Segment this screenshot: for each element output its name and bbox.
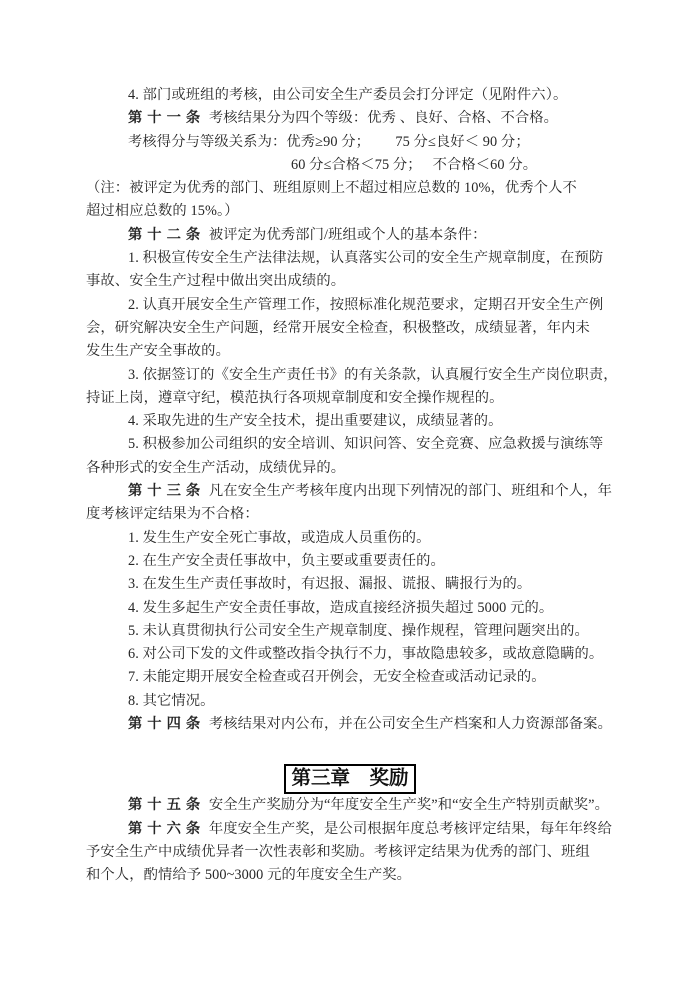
text-line: 3. 依据签订的《安全生产责任书》的有关条款，认真履行安全生产岗位职责， [128, 366, 618, 383]
text-line: 2. 认真开展安全生产管理工作，按照标准化规范要求，定期召开安全生产例 [128, 296, 604, 313]
text-line: 6. 对公司下发的文件或整改指令执行不力，事故隐患较多，或故意隐瞒的。 [128, 646, 604, 663]
text-line: 持证上岗，遵章守纪，模范执行各项规章制度和安全操作规程的。 [86, 389, 504, 406]
chapter-heading: 第三章 奖励 [284, 764, 415, 794]
text-line: 会，研究解决安全生产问题，经常开展安全检查，积极整改，成绩显著，年内未 [86, 319, 590, 336]
clause-line: 第十六条 年度安全生产奖，是公司根据年度总考核评定结果，每年年终给 [128, 820, 612, 837]
section-assessment [86, 84, 618, 736]
clause-line: 第十二条 被评定为优秀部门/班组或个人的基本条件： [128, 226, 487, 243]
text-line: 3. 在发生生产责任事故时，有迟报、漏报、谎报、瞒报行为的。 [128, 576, 532, 593]
clause-number: 第十六条 [128, 820, 206, 837]
clause-line: 第十五条 安全生产奖励分为“年度安全生产奖”和“安全生产特别贡献奖”。 [128, 797, 609, 814]
text-line: 事故、安全生产过程中做出突出成绩的。 [86, 273, 346, 290]
text-line: 2. 在生产安全责任事故中，负主要或重要责任的。 [128, 552, 445, 569]
text-line: 8. 其它情况。 [128, 692, 215, 709]
text-line: 1. 积极宣传安全生产法律法规，认真落实公司的安全生产规章制度，在预防 [128, 250, 604, 267]
text-line: 4. 发生多起生产安全责任事故，造成直接经济损失超过 5000 元的。 [128, 599, 554, 616]
text-line: 5. 积极参加公司组织的安全培训、知识问答、安全竞赛、应急救援与演练等 [128, 436, 604, 453]
text-line: 5. 未认真贯彻执行公司安全生产规章制度、操作规程，管理问题突出的。 [128, 622, 589, 639]
text-line: 予安全生产中成绩优异者一次性表彰和奖励。考核评定结果为优秀的部门、班组 [86, 843, 590, 860]
document-content [86, 84, 618, 888]
text-line: 4. 部门或班组的考核，由公司安全生产委员会打分评定（见附件六）。 [128, 87, 568, 103]
text-line: 7. 未能定期开展安全检查或召开例会，无安全检查或活动记录的。 [128, 669, 546, 686]
text-line: 4. 采取先进的生产安全技术，提出重要建议，成绩显著的。 [128, 413, 503, 430]
section-reward [86, 794, 614, 887]
chapter-heading-wrap [86, 736, 614, 794]
text-line: 考核得分与等级关系为：优秀≥90 分； 75 分≤良好＜ 90 分； [128, 133, 530, 150]
clause-line: 第十三条 凡在安全生产考核年度内出现下列情况的部门、班组和个人，年 [128, 483, 612, 500]
clause-number: 第十二条 [128, 226, 206, 243]
clause-number: 第十五条 [128, 797, 206, 814]
text-line: 超过相应总数的 15%。） [86, 203, 239, 220]
clause-number: 第十一条 [128, 110, 206, 127]
clause-number: 第十四条 [128, 716, 206, 733]
text-line: 和个人，酌情给予 500~3000 元的年度安全生产奖。 [86, 867, 412, 884]
text-line: 60 分≤合格＜75 分； 不合格＜60 分。 [291, 156, 538, 173]
clause-line: 第十四条 考核结果对内公布，并在公司安全生产档案和人力资源部备案。 [128, 716, 612, 733]
text-line: 度考核评定结果为不合格： [86, 506, 259, 523]
text-line: 发生生产安全事故的。 [86, 343, 230, 360]
clause-line: 第十一条 考核结果分为四个等级：优秀 、良好、合格、不合格。 [128, 110, 559, 127]
clause-number: 第十三条 [128, 483, 206, 500]
text-line: 各种形式的安全生产活动，成绩优异的。 [86, 459, 346, 476]
text-line: （注：被评定为优秀的部门、班组原则上不超过相应总数的 10%，优秀个人不 [86, 180, 577, 197]
text-line: 1. 发生生产安全死亡事故，或造成人员重伤的。 [128, 529, 431, 546]
